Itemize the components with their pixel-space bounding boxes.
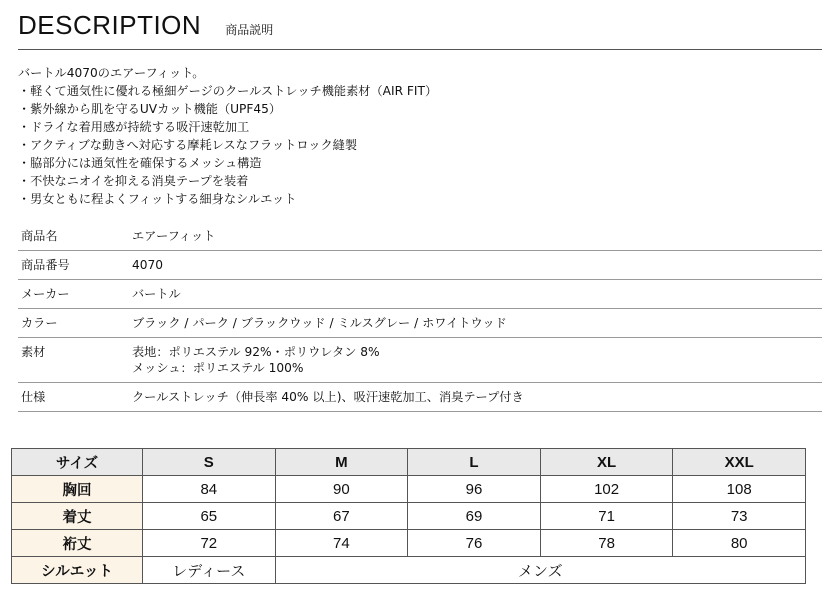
feature-bullet: ・紫外線から肌を守るUVカット機能（UPF45） [18, 102, 282, 116]
spec-key: 商品番号 [21, 258, 70, 272]
spec-key: 仕様 [21, 390, 46, 404]
size-cell: 78 [540, 530, 673, 557]
size-col-header: S [143, 449, 276, 476]
size-cell: 96 [408, 476, 541, 503]
size-cell: 65 [143, 503, 276, 530]
spec-row-product-number [18, 251, 822, 280]
feature-bullet: ・ドライな着用感が持続する吸汗速乾加工 [18, 120, 250, 134]
spec-value: ブラック / パーク / ブラックウッド / ミルスグレー / ホワイトウッド [132, 316, 507, 330]
spec-row-features [18, 383, 822, 412]
spec-row-product-name [18, 222, 822, 251]
size-cell: 73 [673, 503, 806, 530]
description-intro: バートル4070のエアーフィット。 [18, 66, 205, 80]
size-col-header: M [275, 449, 408, 476]
spec-value: 4070 [132, 258, 164, 272]
spec-value: エアーフィット [132, 229, 216, 243]
feature-bullet: ・男女ともに程よくフィットする細身なシルエット [18, 192, 297, 206]
header-divider [18, 49, 822, 50]
size-row-sleeve [12, 530, 806, 557]
size-cell: 80 [673, 530, 806, 557]
size-cell: 108 [673, 476, 806, 503]
feature-bullet: ・不快なニオイを抑える消臭テープを装着 [18, 174, 249, 188]
size-col-header: XXL [673, 449, 806, 476]
silhouette-mens: メンズ [275, 557, 805, 584]
size-col-header: L [408, 449, 541, 476]
size-row-label: 裄丈 [12, 530, 143, 557]
spec-value-line: メッシュ：ポリエステル 100% [132, 361, 304, 375]
spec-value [132, 344, 822, 376]
spec-row-maker [18, 280, 822, 309]
spec-value: バートル [132, 287, 181, 301]
spec-key: カラー [21, 316, 58, 330]
spec-key: メーカー [21, 287, 70, 301]
spec-row-color [18, 309, 822, 338]
size-cell: 76 [408, 530, 541, 557]
size-row-chest [12, 476, 806, 503]
size-cell: 90 [275, 476, 408, 503]
description-header [18, 10, 273, 41]
size-cell: 74 [275, 530, 408, 557]
size-cell: 102 [540, 476, 673, 503]
size-row-label: シルエット [12, 557, 143, 584]
spec-value-line: 表地：ポリエステル 92%・ポリウレタン 8% [132, 345, 380, 359]
size-table [11, 448, 806, 584]
size-col-header: XL [540, 449, 673, 476]
size-header-label: サイズ [12, 449, 143, 476]
page-title: DESCRIPTION [18, 10, 202, 40]
spec-row-material [18, 338, 822, 383]
spec-key: 商品名 [21, 229, 58, 243]
feature-bullet: ・軽くて通気性に優れる極細ゲージのクールストレッチ機能素材（AIR FIT） [18, 84, 438, 98]
size-cell: 69 [408, 503, 541, 530]
page-subtitle: 商品説明 [225, 23, 274, 37]
size-row-length [12, 503, 806, 530]
size-cell: 84 [143, 476, 276, 503]
size-row-label: 着丈 [12, 503, 143, 530]
size-header-row [12, 449, 806, 476]
silhouette-ladies: レディース [143, 557, 276, 584]
size-cell: 72 [143, 530, 276, 557]
spec-value: クールストレッチ（伸長率 40% 以上)、吸汗速乾加工、消臭テープ付き [132, 390, 524, 404]
size-row-silhouette [12, 557, 806, 584]
spec-list [18, 222, 822, 412]
size-row-label: 胸回 [12, 476, 143, 503]
spec-key: 素材 [21, 345, 46, 359]
size-cell: 67 [275, 503, 408, 530]
feature-bullet: ・アクティブな動きへ対応する摩耗レスなフラットロック縫製 [18, 138, 358, 152]
feature-bullet: ・脇部分には通気性を確保するメッシュ構造 [18, 156, 262, 170]
description-text [18, 64, 437, 208]
size-cell: 71 [540, 503, 673, 530]
